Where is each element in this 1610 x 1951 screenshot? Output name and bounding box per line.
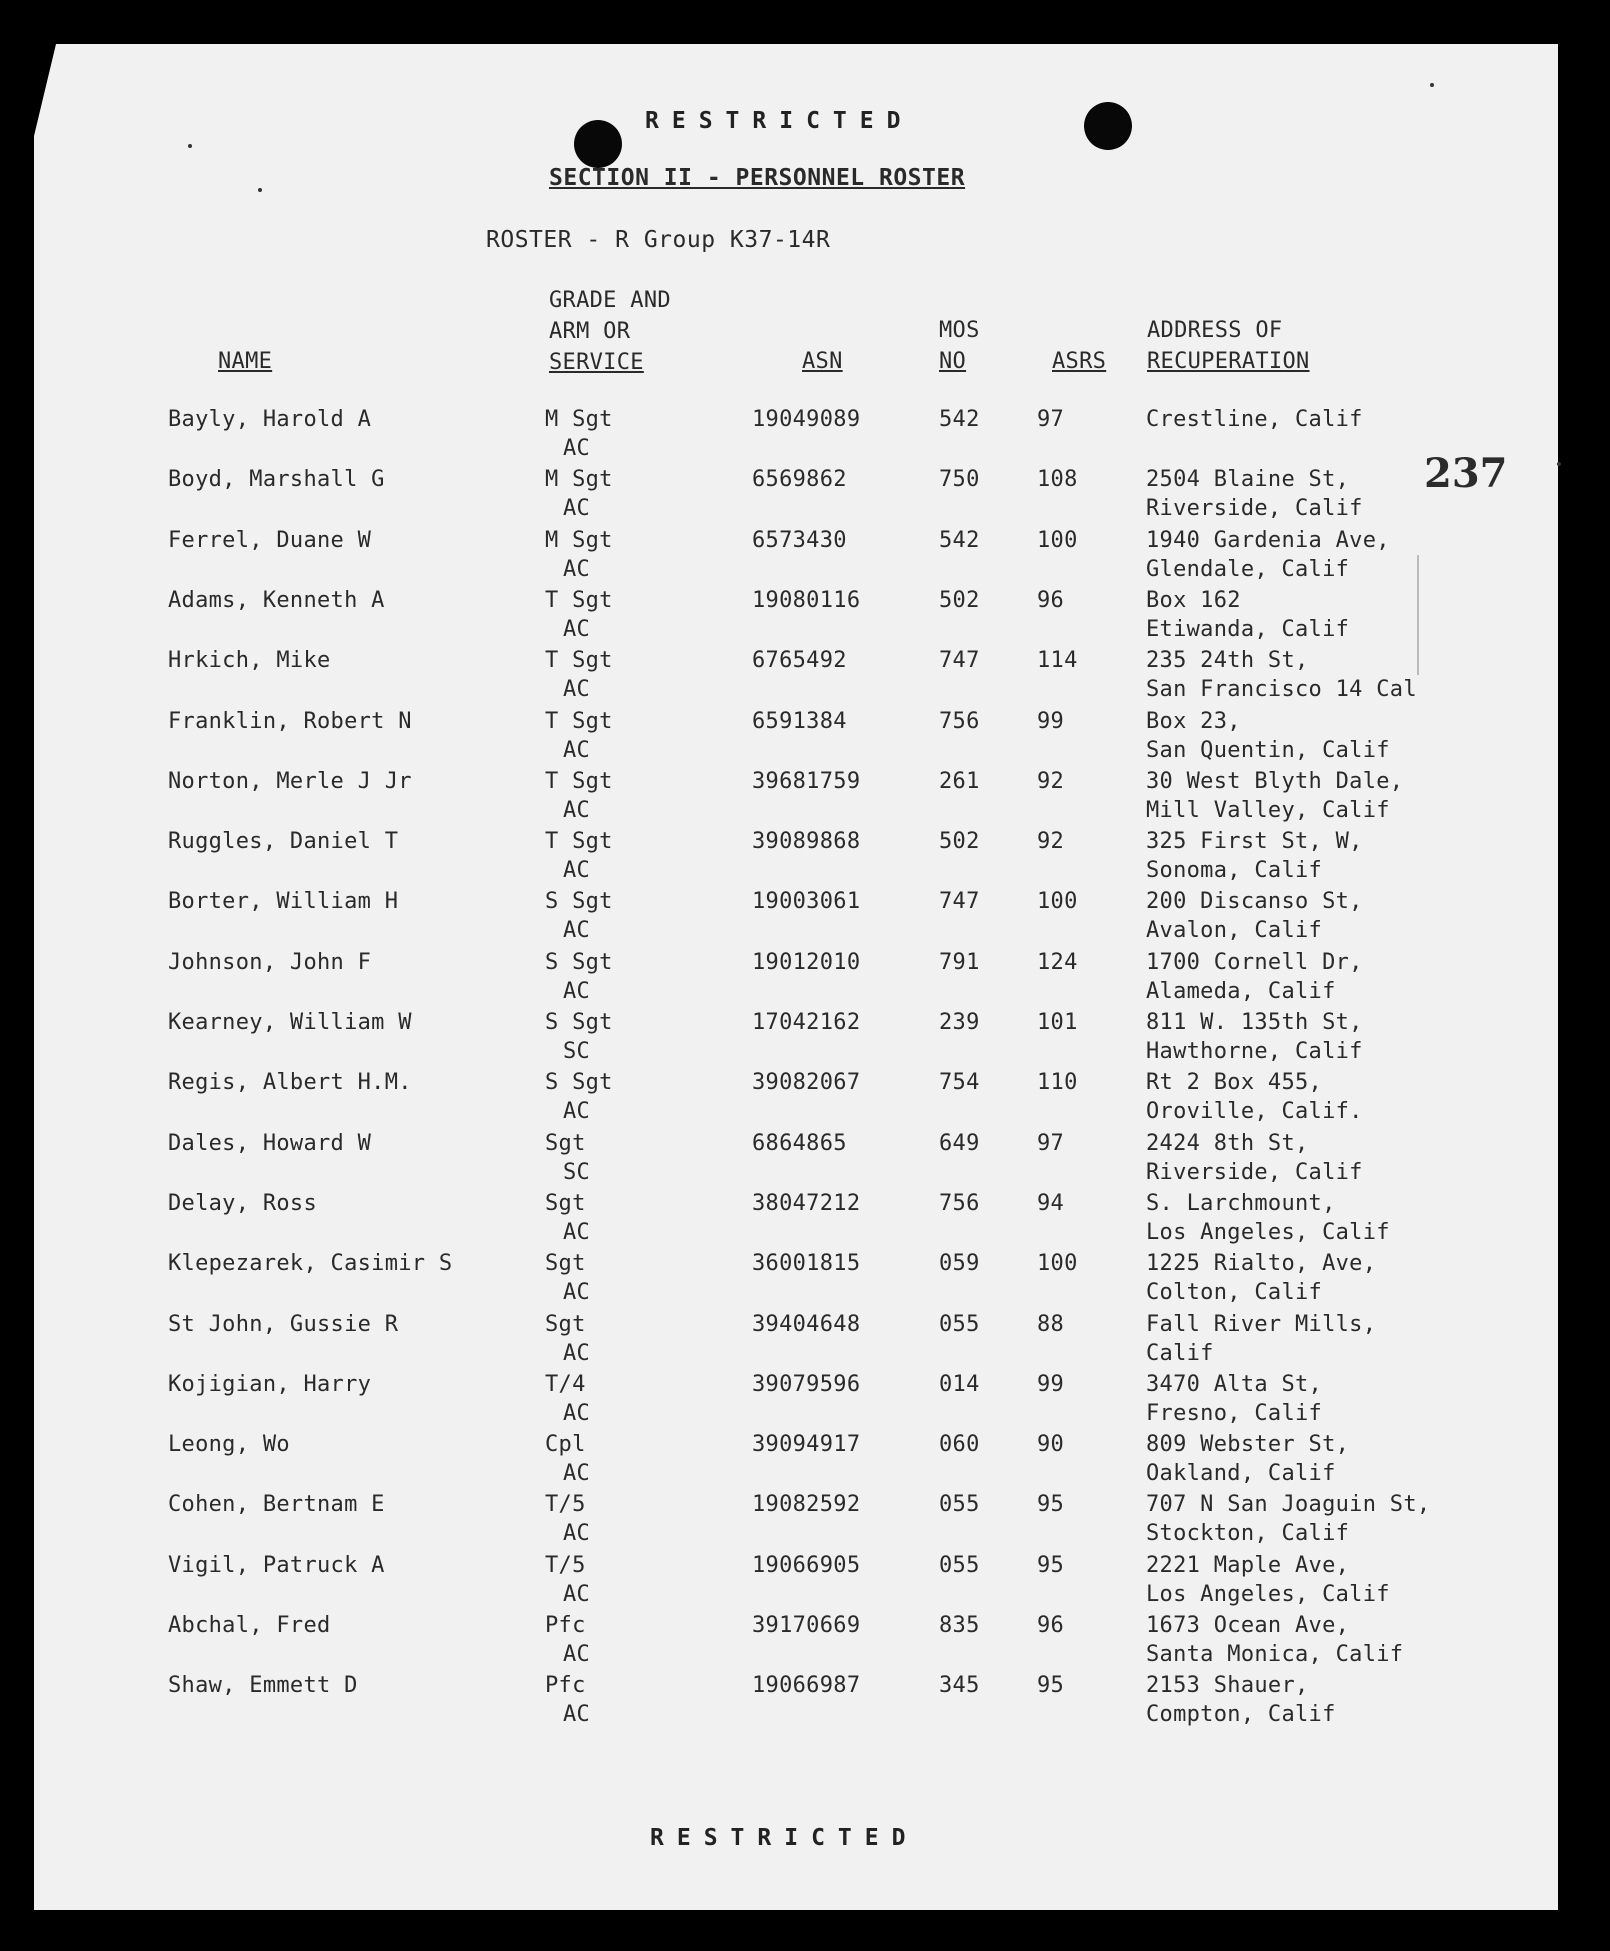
header-marking: RESTRICTED — [645, 108, 914, 134]
grade: Sgt — [545, 1251, 586, 1276]
arm-service: AC — [563, 798, 591, 823]
header-address-line2: RECUPERATION — [1147, 349, 1310, 374]
address-line1: 1940 Gardenia Ave, — [1146, 528, 1390, 553]
address-line1: 3470 Alta St, — [1146, 1372, 1323, 1397]
header-name-label: NAME — [218, 349, 273, 374]
asrs-score: 124 — [1037, 950, 1078, 975]
asrs-score: 99 — [1037, 709, 1065, 734]
asn: 19003061 — [752, 889, 861, 914]
header-asn-label: ASN — [802, 349, 843, 374]
asn: 6573430 — [752, 528, 847, 553]
address-line1: S. Larchmount, — [1146, 1191, 1336, 1216]
header-grade-line3: SERVICE — [549, 350, 644, 375]
person-name: Shaw, Emmett D — [168, 1673, 358, 1698]
address-line2: San Quentin, Calif — [1146, 738, 1390, 763]
asrs-score: 92 — [1037, 769, 1065, 794]
address-line2: Colton, Calif — [1146, 1280, 1323, 1305]
asrs-score: 97 — [1037, 407, 1065, 432]
asrs-score: 99 — [1037, 1372, 1065, 1397]
header-grade — [549, 285, 671, 378]
person-name: Regis, Albert H.M. — [168, 1070, 412, 1095]
person-name: Klepezarek, Casimir S — [168, 1251, 453, 1276]
arm-service: AC — [563, 979, 591, 1004]
asn: 19080116 — [752, 588, 861, 613]
asn: 39089868 — [752, 829, 861, 854]
address-line2: Riverside, Calif — [1146, 1160, 1363, 1185]
header-asn — [802, 346, 843, 377]
asrs-score: 94 — [1037, 1191, 1065, 1216]
header-asrs-label: ASRS — [1052, 349, 1107, 374]
asrs-score: 100 — [1037, 1251, 1078, 1276]
mos-number: 055 — [939, 1492, 980, 1517]
address-line2: Sonoma, Calif — [1146, 858, 1323, 883]
arm-service: AC — [563, 1702, 591, 1727]
arm-service: AC — [563, 1461, 591, 1486]
grade: S Sgt — [545, 889, 613, 914]
section-title: SECTION II - PERSONNEL ROSTER — [549, 165, 966, 191]
address-line2: Alameda, Calif — [1146, 979, 1336, 1004]
asn: 39170669 — [752, 1613, 861, 1638]
address-line1: 325 First St, W, — [1146, 829, 1363, 854]
mos-number: 239 — [939, 1010, 980, 1035]
speck-mark — [258, 188, 262, 192]
asrs-score: 114 — [1037, 648, 1078, 673]
person-name: Ruggles, Daniel T — [168, 829, 399, 854]
mos-number: 542 — [939, 407, 980, 432]
person-name: Franklin, Robert N — [168, 709, 412, 734]
address-line1: 1700 Cornell Dr, — [1146, 950, 1363, 975]
address-line2: Glendale, Calif — [1146, 557, 1350, 582]
grade: T/5 — [545, 1492, 586, 1517]
person-name: St John, Gussie R — [168, 1312, 399, 1337]
person-name: Johnson, John F — [168, 950, 372, 975]
header-name — [218, 346, 272, 377]
address-line2: Riverside, Calif — [1146, 496, 1363, 521]
grade: S Sgt — [545, 1010, 613, 1035]
address-line1: 707 N San Joaguin St, — [1146, 1492, 1431, 1517]
address-line1: 200 Discanso St, — [1146, 889, 1363, 914]
address-line1: 30 West Blyth Dale, — [1146, 769, 1404, 794]
mos-number: 014 — [939, 1372, 980, 1397]
punch-hole-right — [1084, 102, 1132, 150]
grade: S Sgt — [545, 950, 613, 975]
person-name: Ferrel, Duane W — [168, 528, 372, 553]
address-line2: Stockton, Calif — [1146, 1521, 1350, 1546]
asn: 19066905 — [752, 1553, 861, 1578]
address-line2: Oakland, Calif — [1146, 1461, 1336, 1486]
asn: 6591384 — [752, 709, 847, 734]
address-line2: Calif — [1146, 1341, 1214, 1366]
arm-service: AC — [563, 436, 591, 461]
mos-number: 261 — [939, 769, 980, 794]
address-line1: 809 Webster St, — [1146, 1432, 1350, 1457]
grade: T Sgt — [545, 588, 613, 613]
header-grade-line2: ARM OR — [549, 319, 631, 344]
arm-service: AC — [563, 1099, 591, 1124]
grade: T Sgt — [545, 709, 613, 734]
arm-service: SC — [563, 1160, 591, 1185]
grade: T/5 — [545, 1553, 586, 1578]
address-line1: 811 W. 135th St, — [1146, 1010, 1363, 1035]
grade: T Sgt — [545, 648, 613, 673]
asrs-score: 92 — [1037, 829, 1065, 854]
asn: 6765492 — [752, 648, 847, 673]
grade: Sgt — [545, 1191, 586, 1216]
person-name: Kojigian, Harry — [168, 1372, 372, 1397]
arm-service: AC — [563, 557, 591, 582]
mos-number: 502 — [939, 829, 980, 854]
asn: 39082067 — [752, 1070, 861, 1095]
speck-mark — [1430, 83, 1434, 87]
header-mos-line2: NO — [939, 349, 967, 374]
arm-service: AC — [563, 1642, 591, 1667]
mos-number: 055 — [939, 1553, 980, 1578]
asrs-score: 100 — [1037, 528, 1078, 553]
speck-mark — [1557, 462, 1561, 466]
asrs-score: 110 — [1037, 1070, 1078, 1095]
footer-marking: RESTRICTED — [650, 1825, 919, 1851]
asrs-score: 95 — [1037, 1673, 1065, 1698]
arm-service: AC — [563, 677, 591, 702]
punch-hole-left — [574, 120, 622, 168]
arm-service: AC — [563, 617, 591, 642]
person-name: Dales, Howard W — [168, 1131, 372, 1156]
arm-service: AC — [563, 496, 591, 521]
asrs-score: 108 — [1037, 467, 1078, 492]
asn: 39681759 — [752, 769, 861, 794]
asrs-score: 97 — [1037, 1131, 1065, 1156]
arm-service: AC — [563, 1280, 591, 1305]
mos-number: 747 — [939, 648, 980, 673]
mos-number: 542 — [939, 528, 980, 553]
header-asrs — [1052, 346, 1106, 377]
person-name: Bayly, Harold A — [168, 407, 372, 432]
address-line1: Fall River Mills, — [1146, 1312, 1377, 1337]
asn: 19082592 — [752, 1492, 861, 1517]
address-line2: Hawthorne, Calif — [1146, 1039, 1363, 1064]
header-address-line1: ADDRESS OF — [1147, 318, 1283, 343]
arm-service: AC — [563, 1401, 591, 1426]
address-line1: Box 23, — [1146, 709, 1241, 734]
asn: 39094917 — [752, 1432, 861, 1457]
mos-number: 055 — [939, 1312, 980, 1337]
address-line1: 1673 Ocean Ave, — [1146, 1613, 1350, 1638]
mos-number: 059 — [939, 1251, 980, 1276]
asrs-score: 96 — [1037, 1613, 1065, 1638]
asrs-score: 96 — [1037, 588, 1065, 613]
address-line1: 2504 Blaine St, — [1146, 467, 1350, 492]
address-line2: San Francisco 14 Cal — [1146, 677, 1417, 702]
mos-number: 756 — [939, 709, 980, 734]
header-mos-line1: MOS — [939, 318, 980, 343]
address-line2: Los Angeles, Calif — [1146, 1582, 1390, 1607]
mos-number: 835 — [939, 1613, 980, 1638]
grade: M Sgt — [545, 528, 613, 553]
asrs-score: 95 — [1037, 1492, 1065, 1517]
header-grade-line1: GRADE AND — [549, 288, 671, 313]
grade: M Sgt — [545, 407, 613, 432]
grade: Pfc — [545, 1673, 586, 1698]
address-line2: Los Angeles, Calif — [1146, 1220, 1390, 1245]
mos-number: 791 — [939, 950, 980, 975]
grade: Sgt — [545, 1131, 586, 1156]
roster-subtitle: ROSTER - R Group K37-14R — [486, 227, 831, 253]
address-line2: Avalon, Calif — [1146, 918, 1323, 943]
asn: 39404648 — [752, 1312, 861, 1337]
grade: Cpl — [545, 1432, 586, 1457]
arm-service: AC — [563, 1220, 591, 1245]
page-number: 237 — [1424, 450, 1508, 497]
person-name: Abchal, Fred — [168, 1613, 331, 1638]
arm-service: AC — [563, 918, 591, 943]
asrs-score: 100 — [1037, 889, 1078, 914]
grade: T Sgt — [545, 829, 613, 854]
person-name: Norton, Merle J Jr — [168, 769, 412, 794]
arm-service: AC — [563, 1521, 591, 1546]
asn: 19049089 — [752, 407, 861, 432]
mos-number: 747 — [939, 889, 980, 914]
asrs-score: 90 — [1037, 1432, 1065, 1457]
arm-service: AC — [563, 738, 591, 763]
address-line2: Fresno, Calif — [1146, 1401, 1323, 1426]
address-line1: Rt 2 Box 455, — [1146, 1070, 1323, 1095]
asn: 39079596 — [752, 1372, 861, 1397]
grade: Pfc — [545, 1613, 586, 1638]
asn: 19012010 — [752, 950, 861, 975]
address-line2: Oroville, Calif. — [1146, 1099, 1363, 1124]
person-name: Leong, Wo — [168, 1432, 290, 1457]
mos-number: 502 — [939, 588, 980, 613]
address-line2: Mill Valley, Calif — [1146, 798, 1390, 823]
mos-number: 060 — [939, 1432, 980, 1457]
paper-fold-line — [1417, 555, 1419, 675]
address-line1: 2221 Maple Ave, — [1146, 1553, 1350, 1578]
asrs-score: 95 — [1037, 1553, 1065, 1578]
mos-number: 754 — [939, 1070, 980, 1095]
header-address — [1147, 315, 1310, 377]
arm-service: AC — [563, 858, 591, 883]
person-name: Vigil, Patruck A — [168, 1553, 385, 1578]
grade: M Sgt — [545, 467, 613, 492]
person-name: Boyd, Marshall G — [168, 467, 385, 492]
speck-mark — [188, 144, 192, 148]
grade: S Sgt — [545, 1070, 613, 1095]
person-name: Delay, Ross — [168, 1191, 317, 1216]
mos-number: 756 — [939, 1191, 980, 1216]
asn: 19066987 — [752, 1673, 861, 1698]
person-name: Hrkich, Mike — [168, 648, 331, 673]
person-name: Adams, Kenneth A — [168, 588, 385, 613]
asn: 6569862 — [752, 467, 847, 492]
address-line1: 2153 Shauer, — [1146, 1673, 1309, 1698]
arm-service: SC — [563, 1039, 591, 1064]
mos-number: 345 — [939, 1673, 980, 1698]
asn: 6864865 — [752, 1131, 847, 1156]
asn: 17042162 — [752, 1010, 861, 1035]
asn: 36001815 — [752, 1251, 861, 1276]
asrs-score: 101 — [1037, 1010, 1078, 1035]
grade: T/4 — [545, 1372, 586, 1397]
mos-number: 649 — [939, 1131, 980, 1156]
arm-service: AC — [563, 1341, 591, 1366]
asn: 38047212 — [752, 1191, 861, 1216]
person-name: Cohen, Bertnam E — [168, 1492, 385, 1517]
grade: Sgt — [545, 1312, 586, 1337]
mos-number: 750 — [939, 467, 980, 492]
address-line1: Crestline, Calif — [1146, 407, 1363, 432]
person-name: Borter, William H — [168, 889, 399, 914]
header-mos — [939, 315, 980, 377]
address-line1: 235 24th St, — [1146, 648, 1309, 673]
address-line2: Etiwanda, Calif — [1146, 617, 1350, 642]
address-line1: 2424 8th St, — [1146, 1131, 1309, 1156]
person-name: Kearney, William W — [168, 1010, 412, 1035]
address-line1: Box 162 — [1146, 588, 1241, 613]
asrs-score: 88 — [1037, 1312, 1065, 1337]
arm-service: AC — [563, 1582, 591, 1607]
address-line2: Compton, Calif — [1146, 1702, 1336, 1727]
address-line2: Santa Monica, Calif — [1146, 1642, 1404, 1667]
address-line1: 1225 Rialto, Ave, — [1146, 1251, 1377, 1276]
grade: T Sgt — [545, 769, 613, 794]
